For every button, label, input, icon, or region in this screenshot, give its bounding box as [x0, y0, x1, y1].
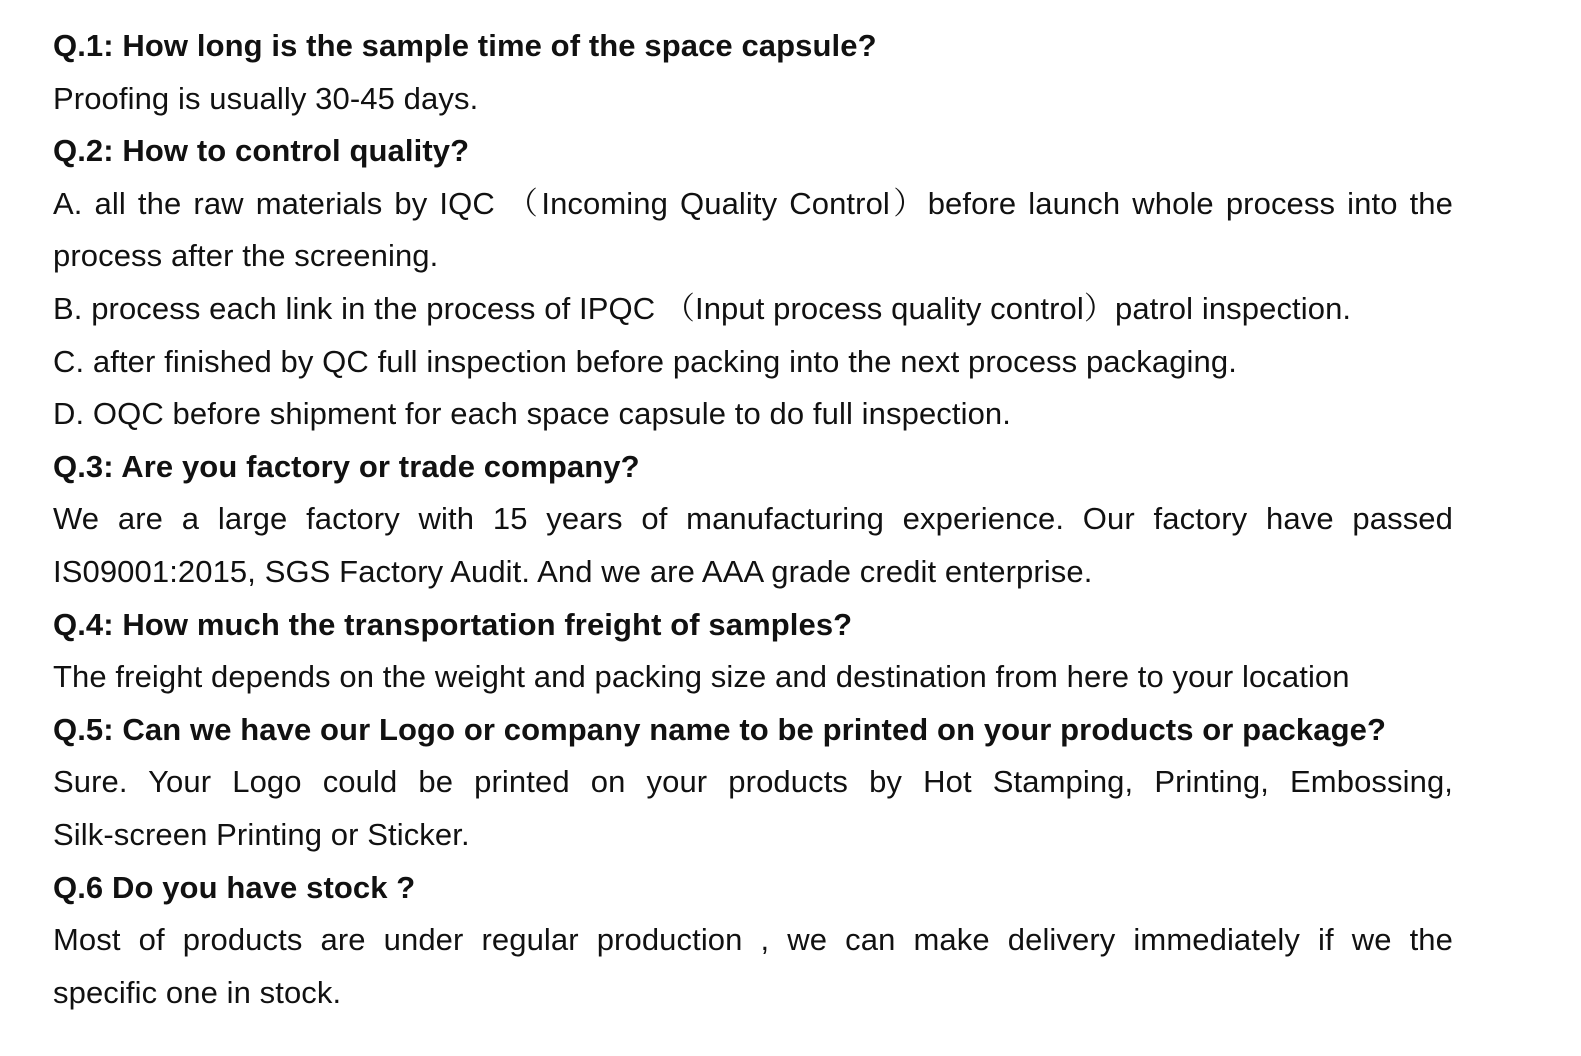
faq-answer-2-line-5: D. OQC before shipment for each space capsule to do full inspection.: [53, 396, 1011, 432]
faq-answer-2-line-3: B. process each link in the process of IPQC （Input process quality control）patrol inspection.: [53, 290, 1352, 326]
faq-question-4: Q.4: How much the transportation freight of samples?: [53, 606, 853, 642]
faq-answer-6-line-2: specific one in stock.: [53, 974, 342, 1010]
faq-answer-5-line-2: Silk-screen Printing or Sticker.: [53, 816, 470, 852]
faq-answer-2-line-4: C. after finished by QC full inspection before packing into the next process packaging.: [53, 343, 1237, 379]
faq-answer-3-line-2: IS09001:2015, SGS Factory Audit. And we are AAA grade credit enterprise.: [53, 553, 1093, 589]
faq-answer-2-line-2: process after the screening.: [53, 238, 439, 274]
faq-question-5: Q.5: Can we have our Logo or company name to be printed on your products or package?: [53, 711, 1386, 747]
faq-answer-6-line-1: Most of products are under regular production , we can make delivery immediately if we the: [53, 922, 1453, 958]
faq-answer-4-line-1: The freight depends on the weight and packing size and destination from here to your location: [53, 659, 1350, 695]
faq-question-2: Q.2: How to control quality?: [53, 133, 470, 169]
faq-answer-5-line-1: Sure. Your Logo could be printed on your products by Hot Stamping, Printing, Embossing,: [53, 764, 1453, 800]
faq-document: [53, 20, 1453, 1019]
faq-answer-2-line-1: A. all the raw materials by IQC （Incoming Quality Control）before launch whole process into the: [53, 185, 1453, 221]
faq-answer-1-line-1: Proofing is usually 30-45 days.: [53, 80, 479, 116]
faq-question-3: Q.3: Are you factory or trade company?: [53, 448, 640, 484]
faq-question-1: Q.1: How long is the sample time of the space capsule?: [53, 28, 877, 63]
faq-question-6: Q.6 Do you have stock ?: [53, 869, 416, 905]
faq-answer-3-line-1: We are a large factory with 15 years of manufacturing experience. Our factory have passed: [53, 501, 1453, 537]
